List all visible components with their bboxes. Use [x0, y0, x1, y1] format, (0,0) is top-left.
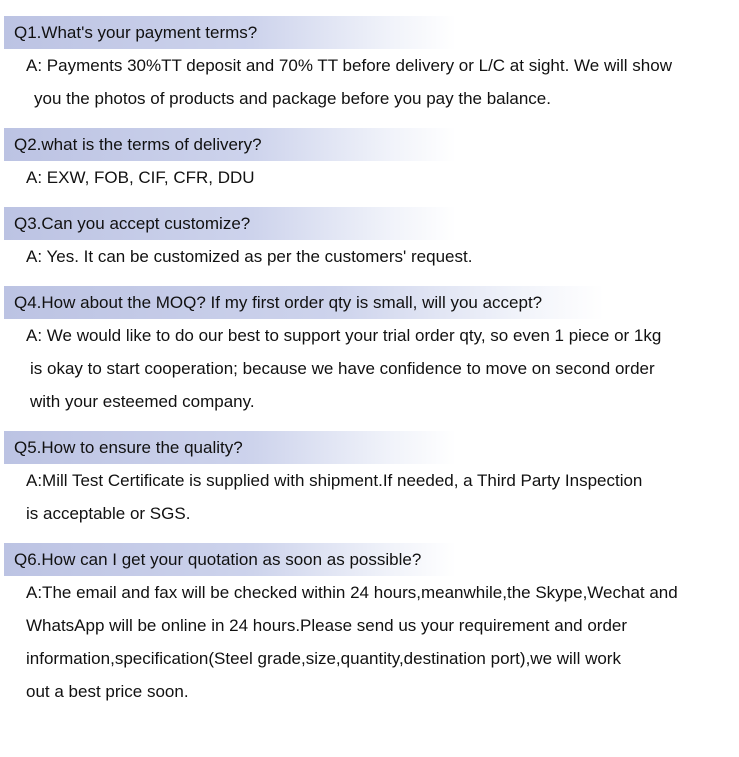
faq-answer-1 — [0, 49, 739, 115]
faq-item-4 — [0, 286, 739, 418]
faq-answer-3 — [0, 240, 739, 273]
faq-answer-6 — [0, 576, 739, 708]
faq-answer-line: is okay to start cooperation; because we have confidence to move on second order — [30, 359, 655, 378]
faq-item-5 — [0, 431, 739, 530]
faq-answer-line: information,specification(Steel grade,size,quantity,destination port),we will work — [26, 649, 621, 668]
faq-answer-line: A: EXW, FOB, CIF, CFR, DDU — [26, 168, 255, 187]
faq-answer-line: A: Payments 30%TT deposit and 70% TT before delivery or L/C at sight. We will show — [26, 56, 672, 75]
faq-answer-line: A:The email and fax will be checked within 24 hours,meanwhile,the Skype,Wechat and — [26, 583, 678, 602]
faq-answer-line: you the photos of products and package before you pay the balance. — [34, 89, 551, 108]
faq-answer-line: A: We would like to do our best to support your trial order qty, so even 1 piece or 1kg — [26, 326, 662, 345]
faq-answer-line: WhatsApp will be online in 24 hours.Please send us your requirement and order — [26, 616, 628, 635]
faq-answer-4 — [0, 319, 739, 418]
faq-item-2 — [0, 128, 739, 194]
faq-question-6: Q6.How can I get your quotation as soon as possible? — [4, 543, 456, 576]
faq-question-3: Q3.Can you accept customize? — [4, 207, 456, 240]
faq-answer-line: A:Mill Test Certificate is supplied with shipment.If needed, a Third Party Inspection — [26, 471, 643, 490]
faq-item-3 — [0, 207, 739, 273]
faq-answer-line: A: Yes. It can be customized as per the customers' request. — [26, 247, 473, 266]
faq-item-1 — [0, 16, 739, 115]
faq-question-4: Q4.How about the MOQ? If my first order qty is small, will you accept? — [4, 286, 604, 319]
faq-question-5: Q5.How to ensure the quality? — [4, 431, 456, 464]
faq-answer-line: with your esteemed company. — [30, 392, 255, 411]
faq-answer-line: is acceptable or SGS. — [26, 504, 191, 523]
faq-answer-line: out a best price soon. — [26, 682, 189, 701]
faq-question-2: Q2.what is the terms of delivery? — [4, 128, 456, 161]
faq-answer-5 — [0, 464, 739, 530]
faq-question-1: Q1.What's your payment terms? — [4, 16, 456, 49]
faq-answer-2 — [0, 161, 739, 194]
faq-item-6 — [0, 543, 739, 708]
